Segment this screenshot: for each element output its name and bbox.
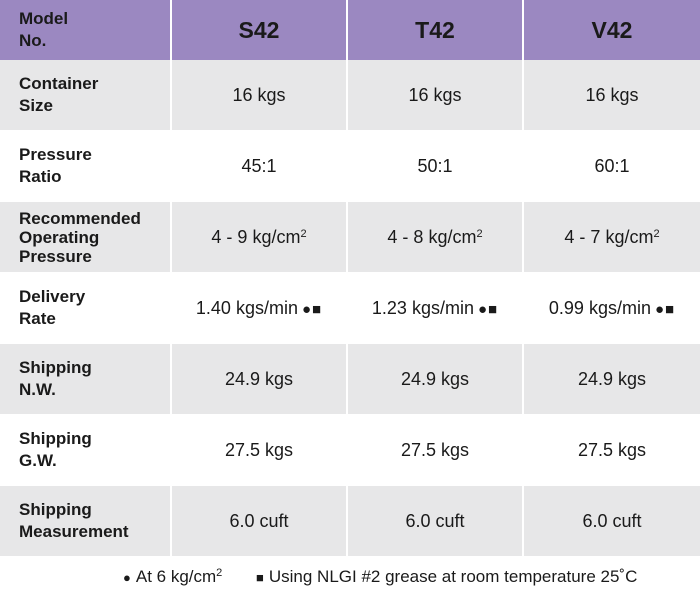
footnote-1	[123, 567, 222, 587]
value-text: 4 - 9 kg/cm	[211, 226, 301, 247]
cell-value: 24.9 kgs	[171, 344, 347, 414]
row-shipping-nw	[0, 344, 700, 414]
cell-value: 16 kgs	[171, 60, 347, 130]
row-label: Shipping Measurement	[0, 486, 171, 556]
cell-value: 45:1	[171, 130, 347, 202]
cell-value	[347, 272, 523, 344]
value-text: 0.99 kgs/min	[548, 297, 651, 318]
circle-bullet-icon: ●	[123, 570, 131, 585]
footnote-marks: ●■	[477, 300, 499, 318]
row-label: Pressure Ratio	[0, 130, 171, 202]
cell-value	[523, 202, 700, 272]
cell-value: 24.9 kgs	[523, 344, 700, 414]
cell-value: 60:1	[523, 130, 700, 202]
value-text: 1.23 kgs/min	[371, 297, 474, 318]
footnotes	[0, 556, 700, 597]
footnote-2-text: Using NLGI #2 grease at room temperature 25˚C	[268, 567, 638, 586]
model-no-label: Model No.	[0, 0, 171, 60]
value-text: 4 - 7 kg/cm	[564, 226, 654, 247]
row-label: Recommended Operating Pressure	[0, 202, 171, 272]
row-delivery-rate	[0, 272, 700, 344]
cell-value: 50:1	[347, 130, 523, 202]
model-header-t42: T42	[347, 0, 523, 60]
row-label: Delivery Rate	[0, 272, 171, 344]
header-row	[0, 0, 700, 60]
cell-value: 24.9 kgs	[347, 344, 523, 414]
model-header-s42: S42	[171, 0, 347, 60]
row-label: Shipping G.W.	[0, 414, 171, 486]
footnote-marks: ●■	[301, 300, 323, 318]
cell-value: 27.5 kgs	[171, 414, 347, 486]
row-shipping-measurement	[0, 486, 700, 556]
cell-value: 6.0 cuft	[347, 486, 523, 556]
row-shipping-gw	[0, 414, 700, 486]
model-header-v42: V42	[523, 0, 700, 60]
value-text: 4 - 8 kg/cm	[387, 226, 477, 247]
footnote-2	[256, 567, 637, 587]
row-container-size	[0, 60, 700, 130]
square-bullet-icon: ■	[256, 570, 264, 585]
superscript: 2	[653, 227, 660, 240]
cell-value	[347, 202, 523, 272]
value-text: 1.40 kgs/min	[195, 297, 298, 318]
row-operating-pressure	[0, 202, 700, 272]
row-label: Container Size	[0, 60, 171, 130]
cell-value	[523, 272, 700, 344]
row-label: Shipping N.W.	[0, 344, 171, 414]
cell-value: 27.5 kgs	[523, 414, 700, 486]
footnote-1-text: At 6 kg/cm	[135, 567, 217, 586]
cell-value	[171, 272, 347, 344]
cell-value: 16 kgs	[523, 60, 700, 130]
cell-value: 6.0 cuft	[171, 486, 347, 556]
cell-value: 16 kgs	[347, 60, 523, 130]
cell-value	[171, 202, 347, 272]
footnote-marks: ●■	[654, 300, 676, 318]
superscript: 2	[476, 227, 483, 240]
superscript: 2	[300, 227, 307, 240]
cell-value: 27.5 kgs	[347, 414, 523, 486]
row-pressure-ratio	[0, 130, 700, 202]
superscript: 2	[216, 567, 223, 579]
cell-value: 6.0 cuft	[523, 486, 700, 556]
